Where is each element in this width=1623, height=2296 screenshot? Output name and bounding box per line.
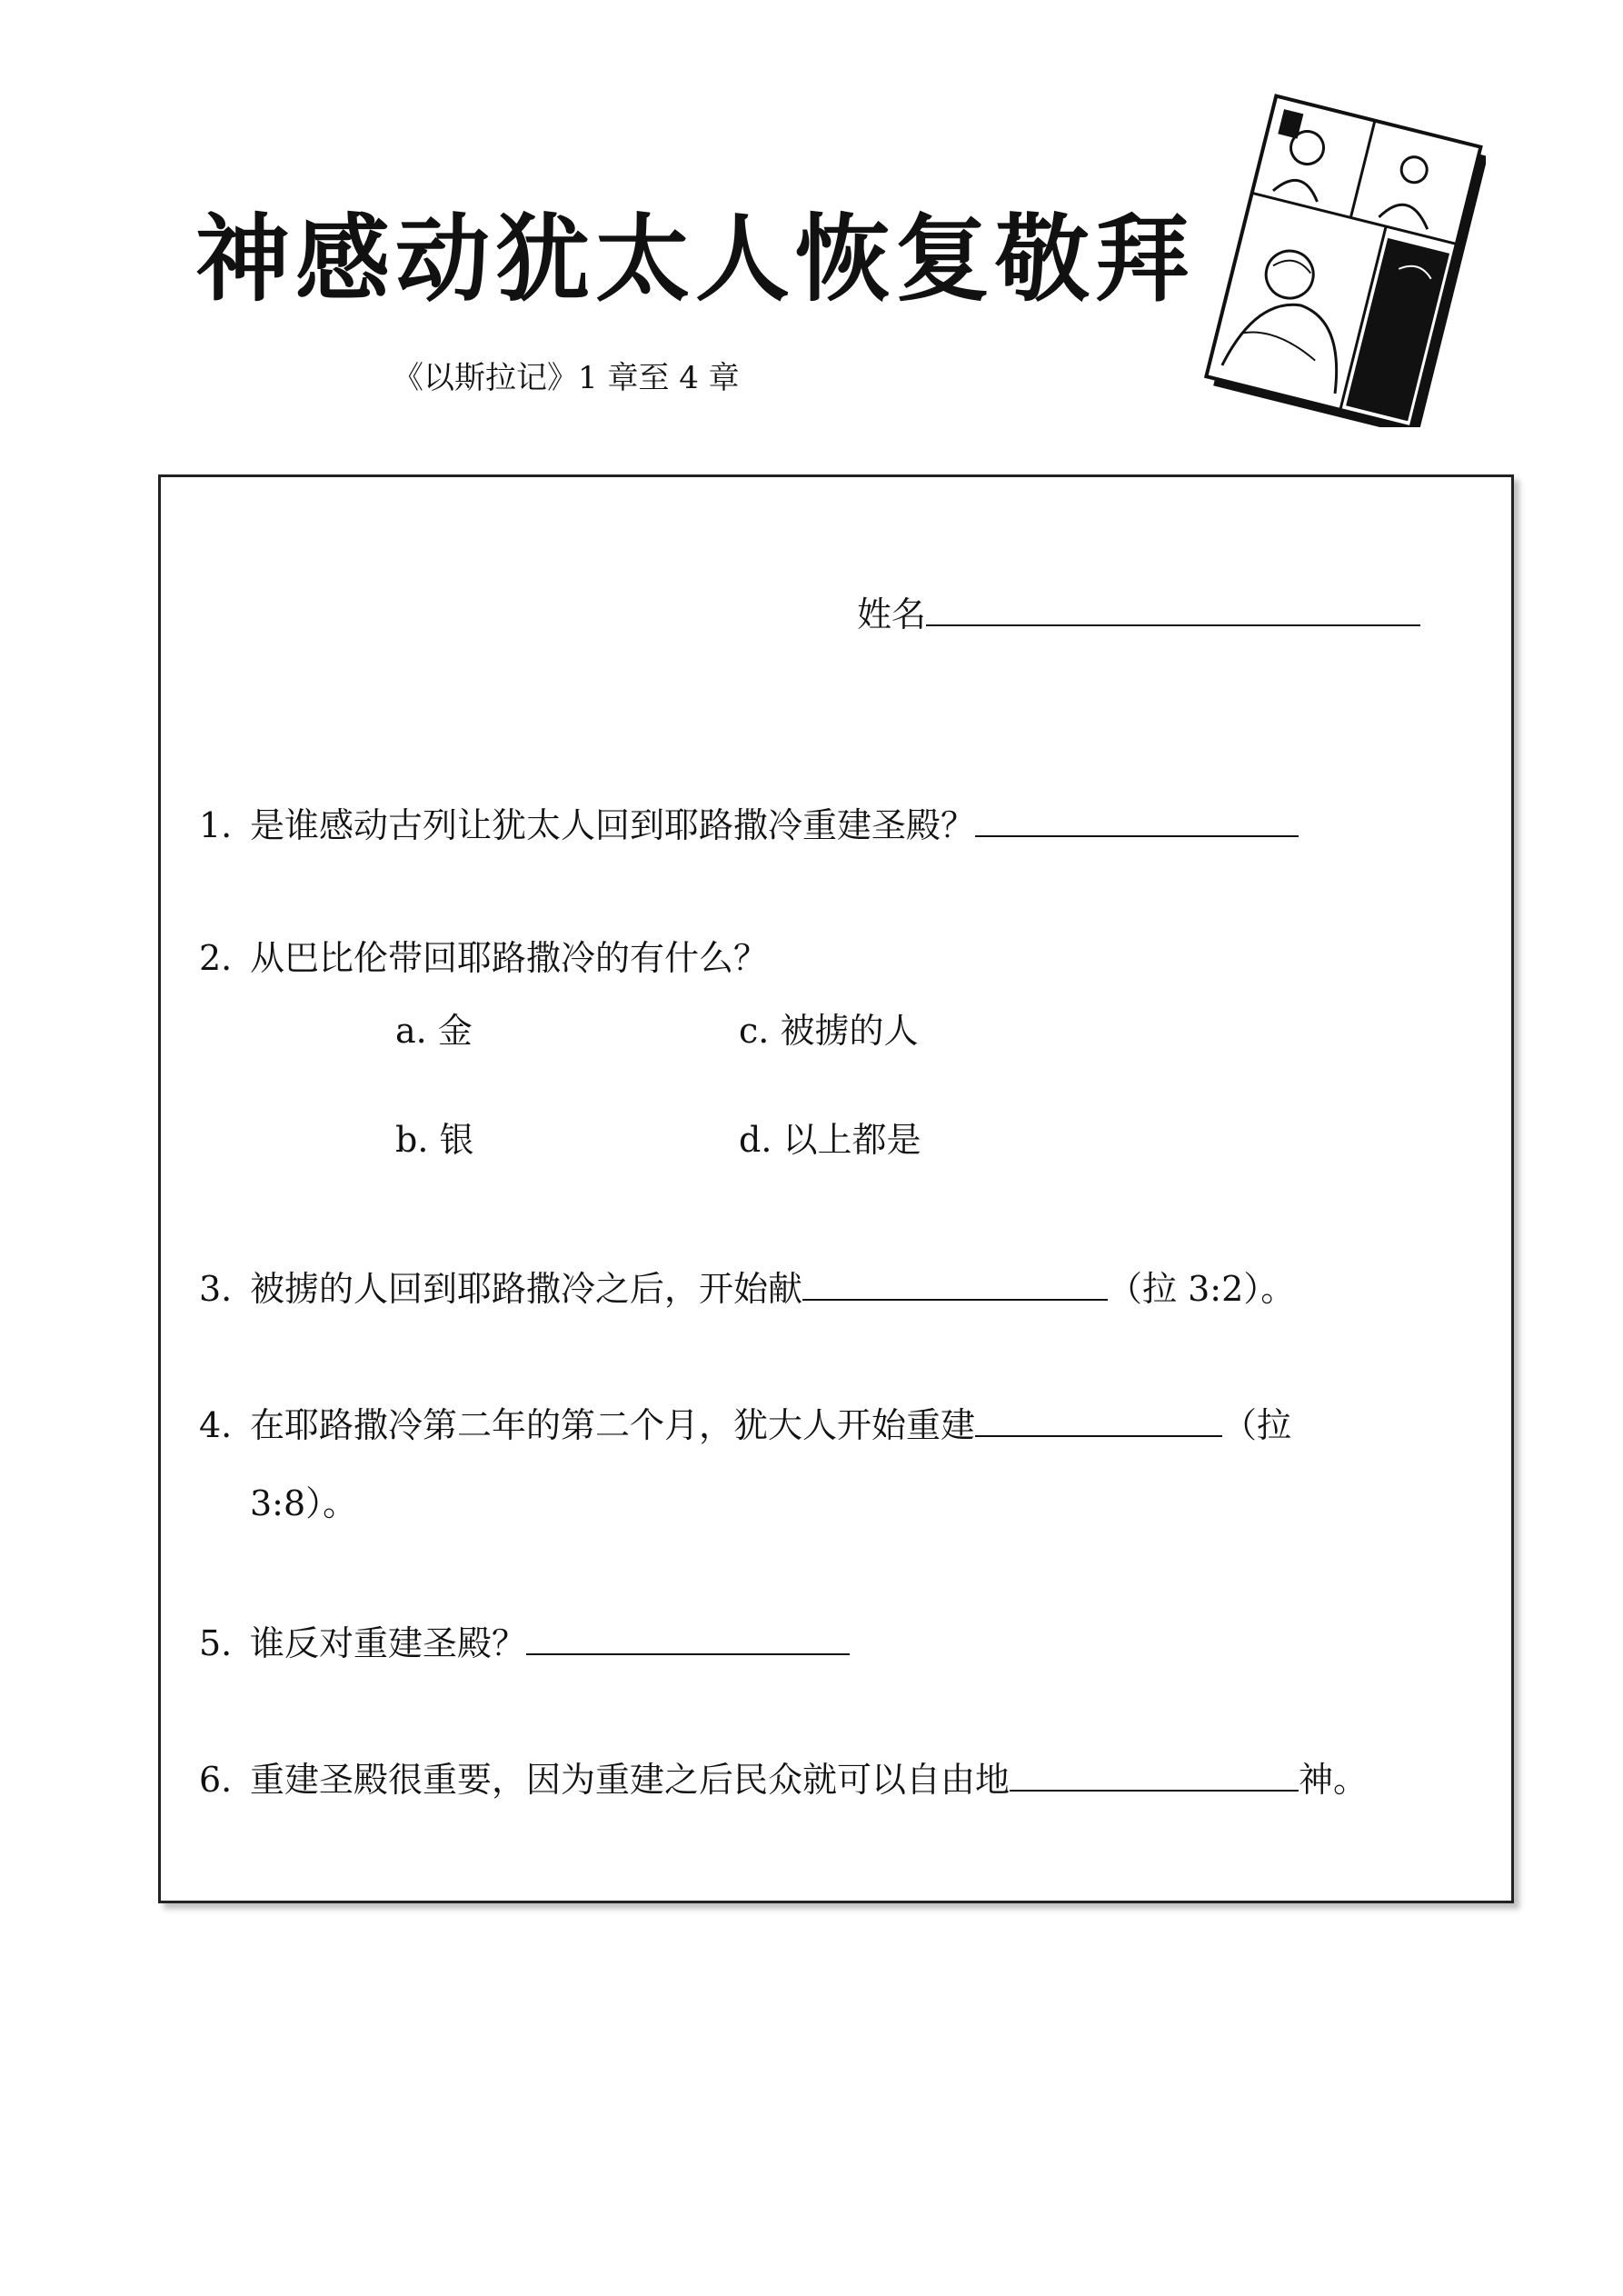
question-text: 谁反对重建圣殿？ <box>250 1623 527 1663</box>
question-4-continuation: 3:8）。 <box>250 1483 358 1523</box>
answer-blank[interactable] <box>975 1399 1222 1437</box>
question-text-after: （拉 <box>1222 1405 1292 1445</box>
question-number: 2. <box>199 938 233 978</box>
question-number: 5. <box>199 1623 233 1663</box>
answer-blank[interactable] <box>526 1617 850 1655</box>
question-number: 1. <box>199 805 233 845</box>
name-row <box>857 588 1420 637</box>
answer-blank[interactable] <box>975 799 1299 837</box>
answer-blank[interactable] <box>1010 1753 1299 1792</box>
option-a[interactable]: a. 金 <box>395 1011 473 1051</box>
question-2 <box>199 935 768 981</box>
answer-blank[interactable] <box>802 1263 1108 1301</box>
option-d[interactable]: d. 以上都是 <box>739 1120 921 1160</box>
question-text-after: （拉 3:2）。 <box>1108 1269 1296 1309</box>
name-label: 姓名 <box>857 594 927 634</box>
page-title: 神感动犹太人恢复敬拜 <box>195 203 1196 314</box>
question-6 <box>199 1753 1368 1802</box>
question-5 <box>199 1617 850 1666</box>
question-text-before: 在耶路撒冷第二年的第二个月，犹大人开始重建 <box>250 1405 976 1445</box>
question-text-before: 被掳的人回到耶路撒冷之后，开始献 <box>250 1269 803 1309</box>
question-text: 是谁感动古列让犹太人回到耶路撒冷重建圣殿？ <box>250 805 976 845</box>
question-4 <box>199 1399 1291 1448</box>
option-c[interactable]: c. 被掳的人 <box>739 1011 919 1051</box>
name-blank[interactable] <box>926 588 1420 626</box>
comic-page-illustration-icon <box>1195 91 1486 427</box>
question-text-after: 神。 <box>1299 1760 1369 1800</box>
worksheet-box <box>158 474 1514 1903</box>
question-text: 从巴比伦带回耶路撒冷的有什么？ <box>250 938 769 978</box>
question-1 <box>199 799 1299 848</box>
question-number: 6. <box>199 1760 233 1800</box>
scripture-reference: 《以斯拉记》1 章至 4 章 <box>393 360 740 396</box>
question-number: 3. <box>199 1269 233 1309</box>
option-b[interactable]: b. 银 <box>395 1120 474 1160</box>
question-number: 4. <box>199 1405 233 1445</box>
question-3 <box>199 1263 1295 1312</box>
question-text-before: 重建圣殿很重要，因为重建之后民众就可以自由地 <box>250 1760 1011 1800</box>
